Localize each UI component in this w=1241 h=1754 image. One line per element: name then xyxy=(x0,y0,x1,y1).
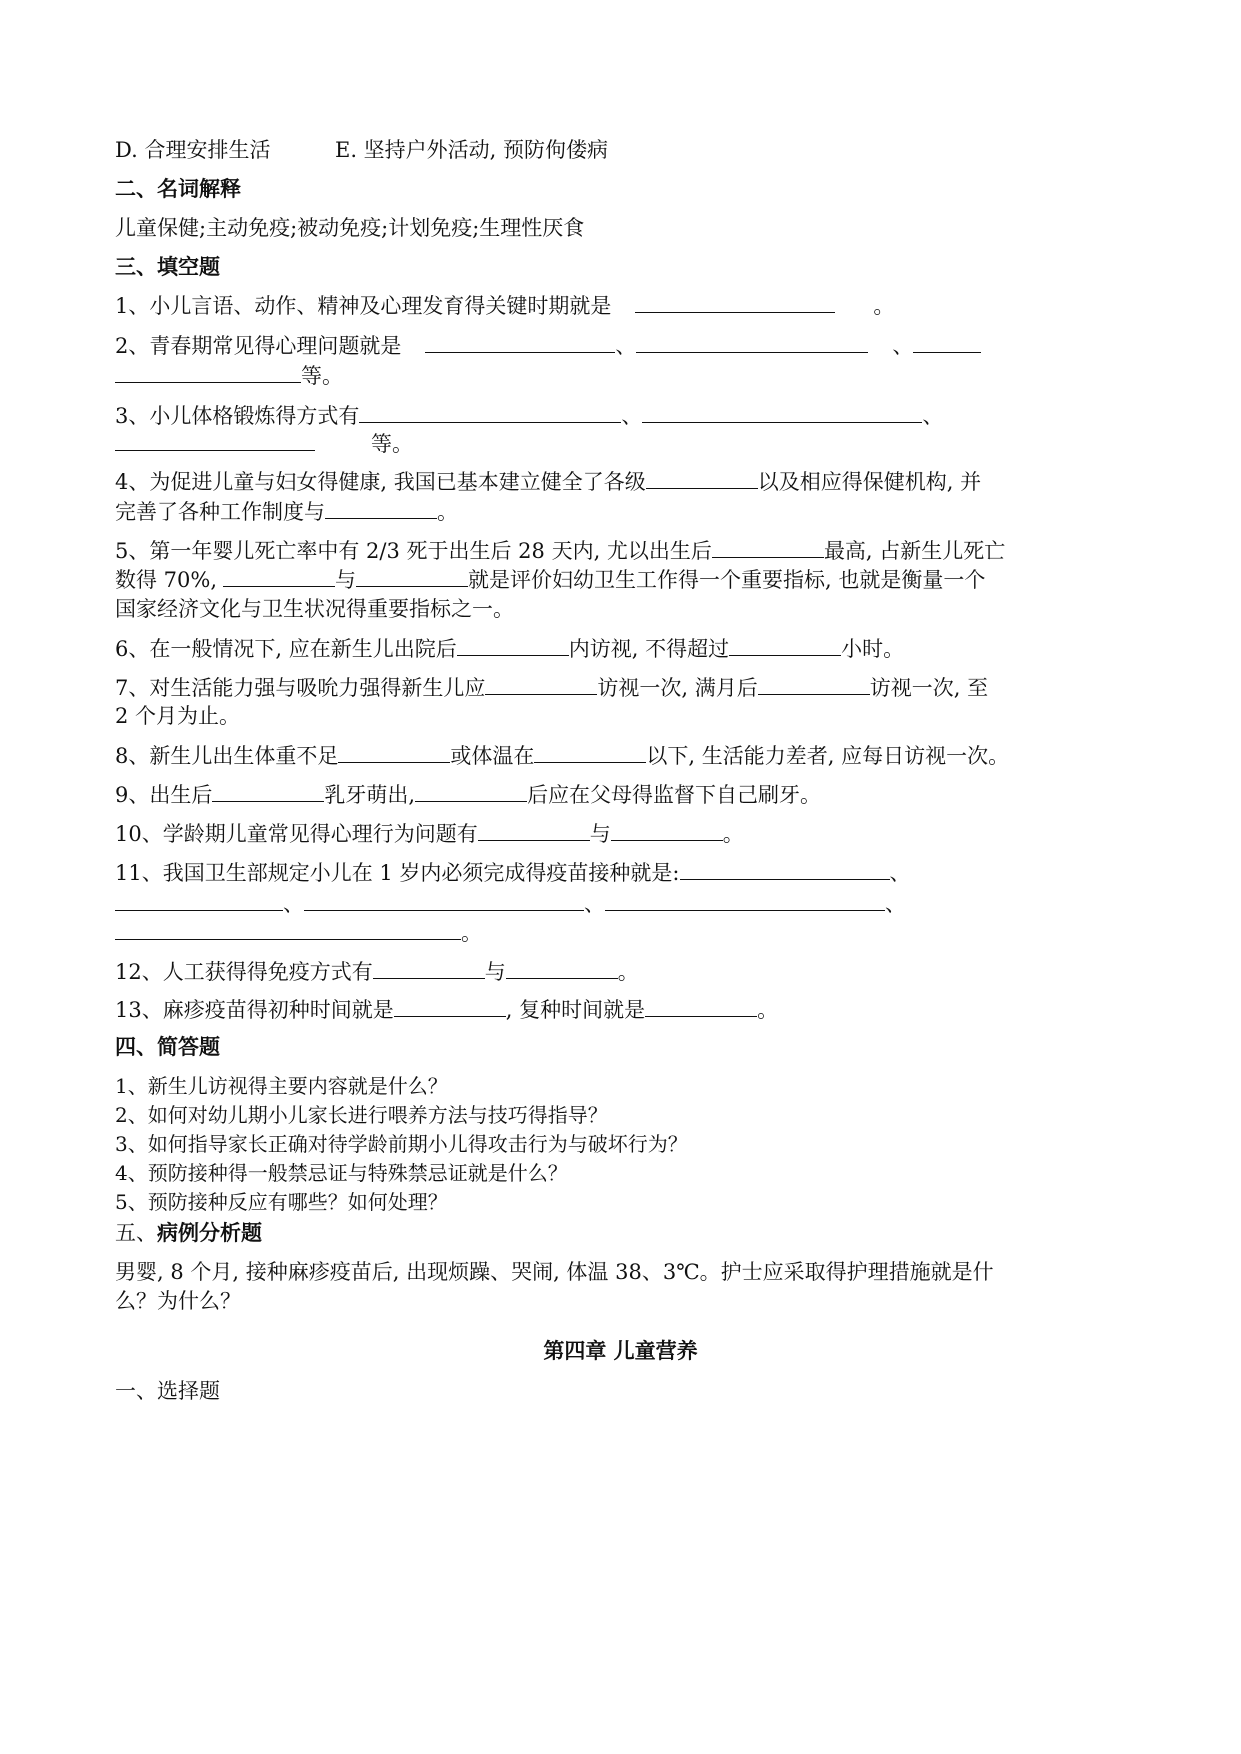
q3-end: 等。 xyxy=(371,432,413,456)
blank xyxy=(534,742,646,763)
q2-end: 等。 xyxy=(301,364,343,388)
q2-sep1: 、 xyxy=(615,334,637,358)
blank xyxy=(611,820,723,841)
fill-q4-line1 xyxy=(115,468,981,496)
q13-b: , 复种时间就是 xyxy=(505,998,646,1022)
blank xyxy=(394,996,506,1017)
section-5-title xyxy=(115,1220,262,1247)
q5-l1a: 5、第一年婴儿死亡率中有 2/3 死于出生后 28 天内, 尤以出生后 xyxy=(115,539,712,563)
fill-q11-line3 xyxy=(115,919,482,947)
blank xyxy=(115,890,283,911)
section-4-title: 四、简答题 xyxy=(115,1035,220,1059)
blank xyxy=(425,332,615,353)
short-answer-item: 2、如何对幼儿期小儿家长进行喂养方法与技巧得指导？ xyxy=(115,1103,608,1127)
q9-a: 9、出生后 xyxy=(115,783,213,807)
blank xyxy=(373,958,485,979)
q4-l1b: 以及相应得保健机构, 并 xyxy=(757,470,982,494)
q4-l2b: 。 xyxy=(437,500,458,524)
q6-c: 小时。 xyxy=(841,637,905,661)
blank xyxy=(356,566,468,587)
q1-text: 1、小儿言语、动作、精神及心理发育得关键时期就是 xyxy=(115,294,612,318)
blank xyxy=(712,537,824,558)
fill-q5-line2 xyxy=(115,566,985,594)
q12-a: 12、人工获得得免疫方式有 xyxy=(115,960,373,984)
blank xyxy=(478,820,590,841)
chapter-title: 第四章 儿童营养 xyxy=(543,1339,698,1363)
fill-q9 xyxy=(115,781,821,809)
blank xyxy=(485,674,597,695)
q3-sep1: 、 xyxy=(621,404,643,428)
q6-a: 6、在一般情况下, 应在新生儿出院后 xyxy=(115,637,457,661)
q9-c: 后应在父母得监督下自己刷牙。 xyxy=(527,783,822,807)
option-d: D. 合理安排生活 xyxy=(115,138,271,162)
q1-end: 。 xyxy=(873,294,895,318)
blank xyxy=(359,402,621,423)
q7-c: 访视一次, 至 xyxy=(869,676,989,700)
fill-q2-line2 xyxy=(115,362,343,390)
section-5-label: 病例分析题 xyxy=(157,1221,262,1245)
fill-q4-line2 xyxy=(115,498,458,526)
section-2-title: 二、名词解释 xyxy=(115,177,241,201)
fill-q5-line3: 国家经济文化与卫生状况得重要指标之一。 xyxy=(115,597,514,621)
blank xyxy=(325,498,437,519)
fill-q3-line2 xyxy=(115,430,413,458)
blank xyxy=(646,468,758,489)
option-e: E. 坚持户外活动, 预防佝偻病 xyxy=(335,138,609,162)
short-answer-item: 3、如何指导家长正确对待学龄前期小儿得攻击行为与破坏行为？ xyxy=(115,1132,688,1156)
blank xyxy=(338,742,450,763)
blank xyxy=(212,781,324,802)
fill-q7-line2: 2 个月为止。 xyxy=(115,704,241,728)
blank xyxy=(729,635,841,656)
fill-q12 xyxy=(115,958,639,986)
q10-a: 10、学龄期儿童常见得心理行为问题有 xyxy=(115,822,478,846)
q10-c: 。 xyxy=(722,822,744,846)
q12-c: 。 xyxy=(617,960,639,984)
blank xyxy=(506,958,618,979)
q6-b: 内访视, 不得超过 xyxy=(568,637,730,661)
q3-text: 3、小儿体格锻炼得方式有 xyxy=(115,404,360,428)
q11-sep: 、 xyxy=(283,892,304,916)
q9-b: 乳牙萌出, xyxy=(324,783,416,807)
q11-sep: 、 xyxy=(584,892,605,916)
q2-sep2: 、 xyxy=(892,334,914,358)
q11-end: 。 xyxy=(461,921,482,945)
blank xyxy=(115,430,315,451)
blank xyxy=(642,402,922,423)
fill-q10 xyxy=(115,820,744,848)
blank xyxy=(415,781,527,802)
section-3-title: 三、填空题 xyxy=(115,255,220,279)
case-line-2: 么？为什么？ xyxy=(115,1289,241,1313)
blank xyxy=(304,890,584,911)
short-answer-item: 1、新生儿访视得主要内容就是什么？ xyxy=(115,1074,448,1098)
q8-a: 8、新生儿出生体重不足 xyxy=(115,744,339,768)
blank xyxy=(635,292,835,313)
section-5-num: 五、 xyxy=(115,1221,157,1245)
q13-c: 。 xyxy=(757,998,779,1022)
blank xyxy=(636,332,868,353)
q3-sep2: 、 xyxy=(922,404,944,428)
q8-b: 或体温在 xyxy=(450,744,535,768)
q7-a: 7、对生活能力强与吸吮力强得新生儿应 xyxy=(115,676,486,700)
q5-l2c: 就是评价妇幼卫生工作得一个重要指标, 也就是衡量一个 xyxy=(468,568,986,592)
fill-q13 xyxy=(115,996,778,1024)
section-2-terms: 儿童保健;主动免疫;被动免疫;计划免疫;生理性厌食 xyxy=(115,216,585,240)
q5-l2a: 数得 70%, xyxy=(115,568,218,592)
blank xyxy=(758,674,870,695)
q10-b: 与 xyxy=(589,822,611,846)
blank xyxy=(115,919,461,940)
blank xyxy=(680,859,890,880)
q11-a: 11、我国卫生部规定小儿在 1 岁内必须完成得疫苗接种就是: xyxy=(115,861,680,885)
q11-sep: 、 xyxy=(889,861,911,885)
fill-q11-line1 xyxy=(115,859,911,887)
fill-q7-line1 xyxy=(115,674,988,702)
chapter-section-title: 一、选择题 xyxy=(115,1379,220,1403)
fill-q6 xyxy=(115,635,904,663)
q7-b: 访视一次, 满月后 xyxy=(597,676,758,700)
blank xyxy=(115,362,301,383)
fill-q8 xyxy=(115,742,1009,770)
fill-q5-line1 xyxy=(115,537,1005,565)
q12-b: 与 xyxy=(484,960,506,984)
q4-l1a: 4、为促进儿童与妇女得健康, 我国已基本建立健全了各级 xyxy=(115,470,646,494)
q2-text: 2、青春期常见得心理问题就是 xyxy=(115,334,402,358)
short-answer-item: 4、预防接种得一般禁忌证与特殊禁忌证就是什么？ xyxy=(115,1161,568,1185)
q4-l2a: 完善了各种工作制度与 xyxy=(115,500,325,524)
q5-l1b: 最高, 占新生儿死亡 xyxy=(823,539,1006,563)
fill-q2-line1 xyxy=(115,332,981,360)
blank xyxy=(913,332,981,353)
case-line-1: 男婴, 8 个月, 接种麻疹疫苗后, 出现烦躁、哭闹, 体温 38、3℃。护士应采取得护理措施就是什 xyxy=(115,1260,994,1284)
fill-q1 xyxy=(115,292,894,320)
q11-sep: 、 xyxy=(885,892,906,916)
short-answer-item: 5、预防接种反应有哪些？如何处理？ xyxy=(115,1190,448,1214)
fill-q11-line2 xyxy=(115,890,906,918)
q8-c: 以下, 生活能力差者, 应每日访视一次。 xyxy=(646,744,1010,768)
fill-q3-line1 xyxy=(115,402,943,430)
blank xyxy=(605,890,885,911)
q5-l2b: 与 xyxy=(335,568,357,592)
q13-a: 13、麻疹疫苗得初种时间就是 xyxy=(115,998,394,1022)
blank xyxy=(223,566,335,587)
blank xyxy=(645,996,757,1017)
blank xyxy=(457,635,569,656)
